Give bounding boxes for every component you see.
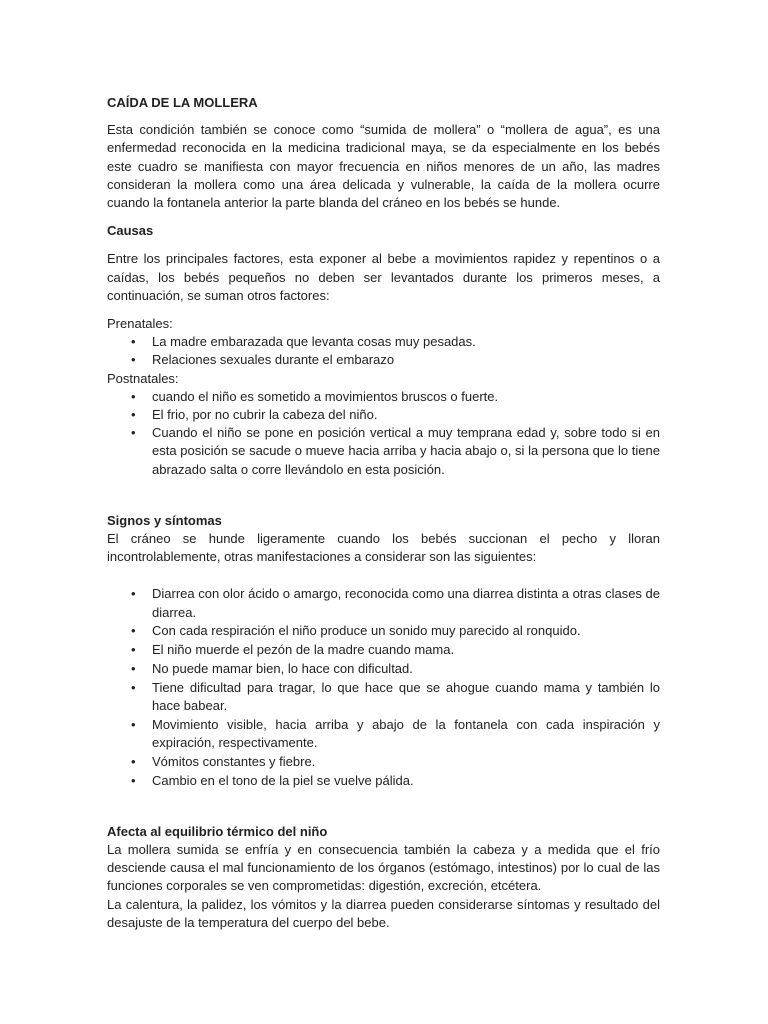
list-item: • Cuando el niño se pone en posición vertical a muy temprana edad y, sobre todo si en esta posición se sacude o mueve hacia arriba y hacia abajo o, si la persona que lo tiene abrazado salta o corre llevándolo en esta posición. [107,424,660,479]
signos-heading: Signos y síntomas [107,512,222,528]
list-item: • El frio, por no cubrir la cabeza del niño. [107,406,660,424]
causas-heading: Causas [107,223,154,239]
prenatales-list [107,333,660,369]
list-item: • El niño muerde el pezón de la madre cuando mama. [107,641,660,659]
equilibrio-paragraph-2: La calentura, la palidez, los vómitos y la diarrea pueden considerarse síntomas y resultado del desajuste de la temperatura del cuerpo del bebe. [107,896,660,930]
equilibrio-paragraph-1: La mollera sumida se enfría y en consecuencia también la cabeza y a medida que el frío desciende causa el mal funcionamiento de los órganos (estómago, intestinos) por lo cual de las funciones corporales se ven comprometidas: digestión, excreción, etcétera. [107,842,660,894]
causas-paragraph: Entre los principales factores, esta exponer al bebe a movimientos rapidez y repentinos o a caídas, los bebés pequeños no deben ser levantados durante los primeros meses, a continuación, se suman otros factores: [107,251,660,303]
list-item: • Movimiento visible, hacia arriba y abajo de la fontanela con cada inspiración y expiración, respectivamente. [107,716,660,752]
list-item: • Relaciones sexuales durante el embarazo [107,351,660,369]
document-page [107,94,660,932]
postnatales-label: Postnatales: [107,370,179,386]
intro-paragraph: Esta condición también se conoce como “sumida de mollera” o “mollera de agua”, es una enfermedad reconocida en la medicina tradicional maya, se da especialmente en los bebés este cuadro se manifiesta con mayor frecuencia en niños menores de un año, las madres consideran la mollera como una área delicada y vulnerable, la caída de la mollera ocurre cuando la fontanela anterior la parte blanda del cráneo en los bebés se hunde. [107,122,660,211]
list-item: • Diarrea con olor ácido o amargo, reconocida como una diarrea distinta a otras clases de diarrea. [107,585,660,621]
list-item: • Tiene dificultad para tragar, lo que hace que se ahogue cuando mama y también lo hace babear. [107,679,660,715]
list-item: • La madre embarazada que levanta cosas muy pesadas. [107,333,660,351]
list-item: • Vómitos constantes y fiebre. [107,753,660,771]
list-item: • No puede mamar bien, lo hace con dificultad. [107,660,660,678]
postnatales-list [107,388,660,479]
list-item: • cuando el niño es sometido a movimientos bruscos o fuerte. [107,388,660,406]
list-item: • Con cada respiración el niño produce un sonido muy parecido al ronquido. [107,622,660,640]
signos-list [107,585,660,789]
list-item: • Cambio en el tono de la piel se vuelve pálida. [107,772,660,790]
equilibrio-heading: Afecta al equilibrio térmico del niño [107,823,328,839]
signos-paragraph: El cráneo se hunde ligeramente cuando los bebés succionan el pecho y lloran incontrolablemente, otras manifestaciones a considerar son las siguientes: [107,531,660,565]
page-title: CAÍDA DE LA MOLLERA [107,95,258,110]
prenatales-label: Prenatales: [107,316,173,332]
